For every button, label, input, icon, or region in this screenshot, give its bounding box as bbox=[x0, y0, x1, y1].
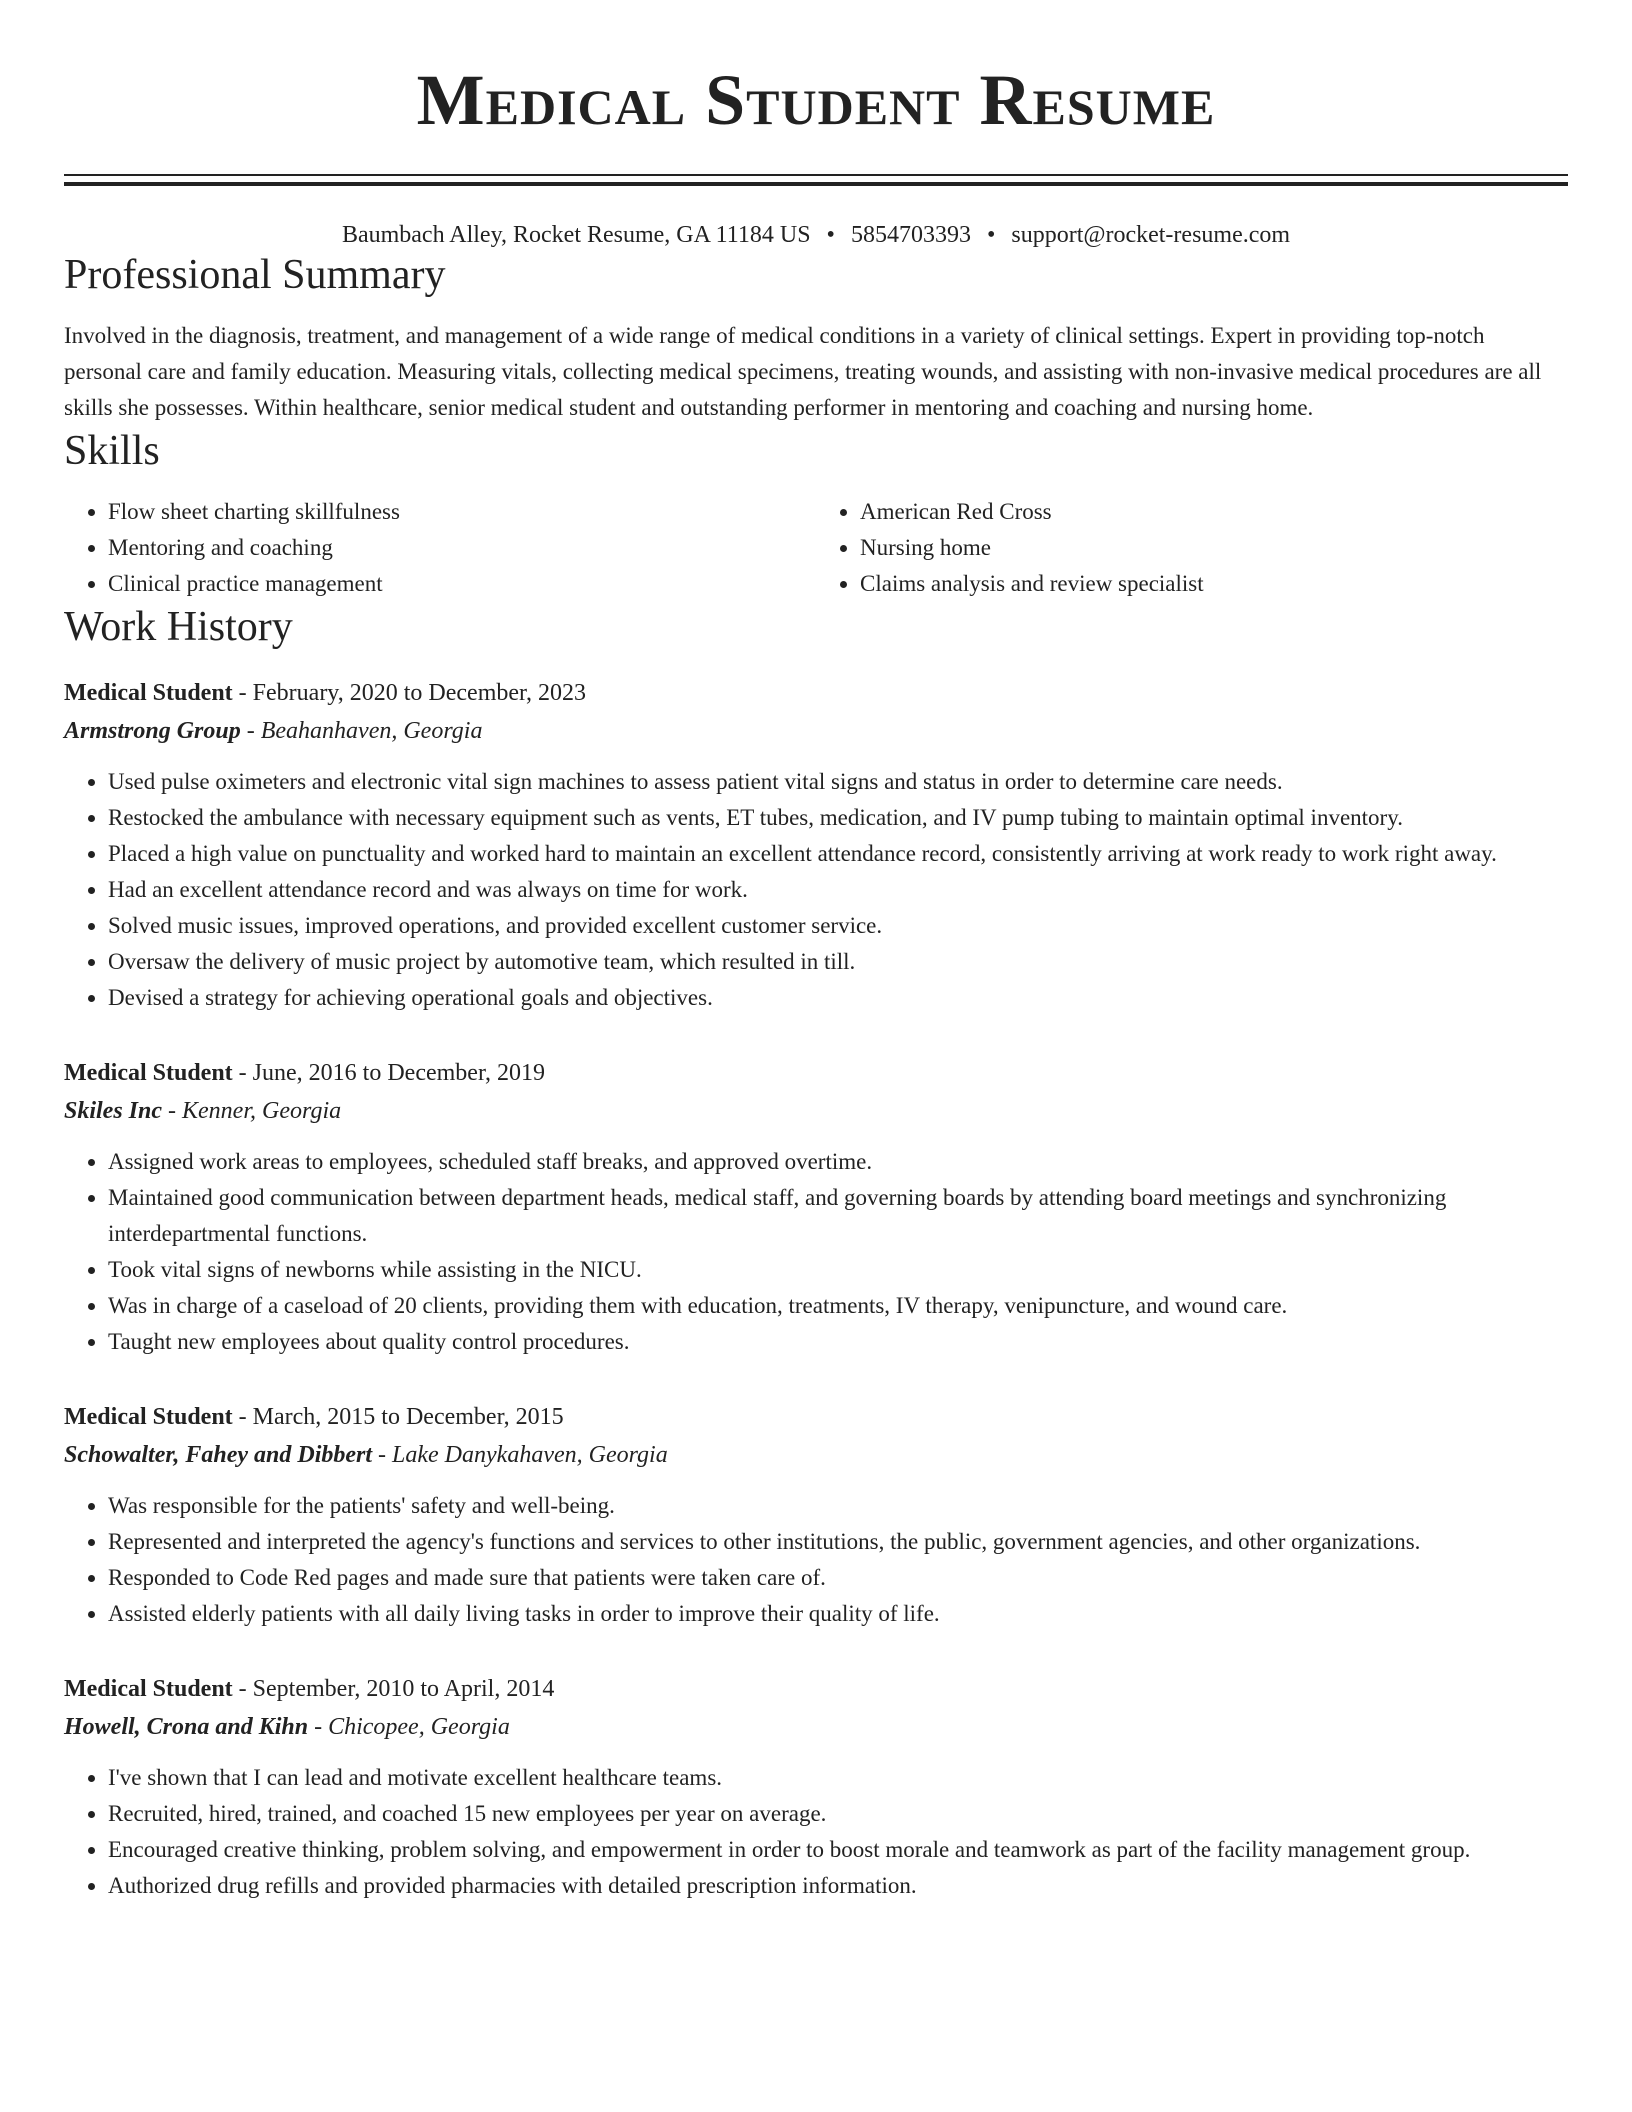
contact-email: support@rocket-resume.com bbox=[1011, 222, 1291, 248]
job-company: Howell, Crona and Kihn bbox=[64, 1714, 309, 1740]
job-bullet: • Devised a strategy for achieving operational goals and objectives. bbox=[108, 980, 1568, 1016]
job-bullet: • Recruited, hired, trained, and coached 15 new employees per year on average. bbox=[108, 1796, 1568, 1832]
skill-item: • Claims analysis and review specialist bbox=[860, 566, 1568, 602]
contact-separator: • bbox=[986, 222, 996, 248]
job-dates: June, 2016 to December, 2019 bbox=[252, 1060, 545, 1086]
job-bullet: • Maintained good communication between department heads, medical staff, and governing boards by attending board meetings and synchronizing interdepartmental functions. bbox=[108, 1180, 1568, 1252]
job-bullet: • Took vital signs of newborns while assisting in the NICU. bbox=[108, 1252, 1568, 1288]
job-entry bbox=[64, 674, 1568, 1016]
divider-thin-line bbox=[64, 174, 1568, 176]
job-bullet: • Used pulse oximeters and electronic vital sign machines to assess patient vital signs and status in order to determine care needs. bbox=[108, 764, 1568, 800]
title-divider bbox=[64, 174, 1568, 186]
job-dash: - bbox=[232, 1404, 253, 1430]
job-bullet: • Encouraged creative thinking, problem solving, and empowerment in order to boost morale and teamwork as part of the facility management group. bbox=[108, 1832, 1568, 1868]
work-history-heading: Work History bbox=[64, 604, 293, 650]
contact-info bbox=[64, 220, 1568, 250]
job-header bbox=[64, 1054, 1568, 1092]
job-bullet: • Solved music issues, improved operations, and provided excellent customer service. bbox=[108, 908, 1568, 944]
job-location: Chicopee, Georgia bbox=[328, 1714, 510, 1740]
job-dash: - bbox=[372, 1442, 393, 1468]
job-bullet: • Assigned work areas to employees, scheduled staff breaks, and approved overtime. bbox=[108, 1144, 1568, 1180]
job-bullet: • Placed a high value on punctuality and worked hard to maintain an excellent attendance record, consistently arriving at work ready to work right away. bbox=[108, 836, 1568, 872]
job-dash: - bbox=[232, 1060, 253, 1086]
job-employer bbox=[64, 1708, 1568, 1746]
resume-page bbox=[64, 0, 1568, 1904]
job-bullet: • Was in charge of a caseload of 20 clients, providing them with education, treatments, IV therapy, venipuncture, and wound care. bbox=[108, 1288, 1568, 1324]
job-dash: - bbox=[240, 718, 261, 744]
job-dash: - bbox=[308, 1714, 329, 1740]
job-company: Armstrong Group bbox=[64, 718, 241, 744]
job-company: Schowalter, Fahey and Dibbert bbox=[64, 1442, 373, 1468]
job-location: Lake Danykahaven, Georgia bbox=[392, 1442, 668, 1468]
job-title: Medical Student bbox=[64, 1060, 233, 1086]
job-bullets bbox=[64, 1760, 1568, 1904]
job-bullets bbox=[64, 764, 1568, 1016]
contact-separator: • bbox=[826, 222, 835, 248]
job-title: Medical Student bbox=[64, 1676, 233, 1702]
skill-item: • Mentoring and coaching bbox=[108, 530, 816, 566]
job-bullet: • Oversaw the delivery of music project by automotive team, which resulted in till. bbox=[108, 944, 1568, 980]
job-bullet: • I've shown that I can lead and motivate excellent healthcare teams. bbox=[108, 1760, 1568, 1796]
skill-item: • Nursing home bbox=[860, 530, 1568, 566]
job-bullet: • Was responsible for the patients' safety and well-being. bbox=[108, 1488, 1568, 1524]
job-bullet: • Taught new employees about quality control procedures. bbox=[108, 1324, 1568, 1360]
job-header bbox=[64, 674, 1568, 712]
skill-item: • Clinical practice management bbox=[108, 566, 816, 602]
job-dash: - bbox=[232, 1676, 253, 1702]
skill-item: • Flow sheet charting skillfulness bbox=[108, 494, 816, 530]
job-entry bbox=[64, 1398, 1568, 1632]
job-location: Beahanhaven, Georgia bbox=[260, 718, 483, 744]
job-dash: - bbox=[232, 680, 253, 706]
job-header bbox=[64, 1670, 1568, 1708]
job-header bbox=[64, 1398, 1568, 1436]
skills-list bbox=[64, 494, 1568, 602]
job-bullet: • Authorized drug refills and provided pharmacies with detailed prescription information. bbox=[108, 1868, 1568, 1904]
contact-address: Baumbach Alley, Rocket Resume, GA 11184 US bbox=[341, 222, 811, 248]
job-bullet: • Responded to Code Red pages and made sure that patients were taken care of. bbox=[108, 1560, 1568, 1596]
job-company: Skiles Inc bbox=[64, 1098, 163, 1124]
job-entry bbox=[64, 1054, 1568, 1360]
job-dates: February, 2020 to December, 2023 bbox=[252, 680, 587, 706]
divider-thick-line bbox=[64, 182, 1568, 186]
job-bullet: • Had an excellent attendance record and was always on time for work. bbox=[108, 872, 1568, 908]
job-dates: September, 2010 to April, 2014 bbox=[252, 1676, 555, 1702]
job-title: Medical Student bbox=[64, 680, 233, 706]
summary-text: Involved in the diagnosis, treatment, and management of a wide range of medical conditions in a variety of clinical settings. Expert in providing top-notch personal care and family education. Measuring vitals, collecting medical specimens, treating wounds, and assisting with non-invasive medical procedures are all skills she possesses. Within healthcare, senior medical student and outstanding performer in mentoring and coaching and nursing home. bbox=[64, 323, 1542, 420]
job-employer bbox=[64, 712, 1568, 750]
job-entry bbox=[64, 1670, 1568, 1904]
job-employer bbox=[64, 1092, 1568, 1130]
job-bullet: • Assisted elderly patients with all daily living tasks in order to improve their quality of life. bbox=[108, 1596, 1568, 1632]
job-employer bbox=[64, 1436, 1568, 1474]
job-location: Kenner, Georgia bbox=[182, 1098, 342, 1124]
job-bullet: • Restocked the ambulance with necessary equipment such as vents, ET tubes, medication, and IV pump tubing to maintain optimal inventory. bbox=[108, 800, 1568, 836]
job-dash: - bbox=[162, 1098, 183, 1124]
job-title: Medical Student bbox=[64, 1404, 233, 1430]
job-bullets bbox=[64, 1488, 1568, 1632]
page-title: Medical Student Resume bbox=[416, 60, 1216, 140]
job-bullets bbox=[64, 1144, 1568, 1360]
job-bullet: • Represented and interpreted the agency's functions and services to other institutions, the public, government agencies, and other organizations. bbox=[108, 1524, 1568, 1560]
skills-column-right bbox=[816, 494, 1568, 602]
summary-heading: Professional Summary bbox=[64, 252, 446, 298]
skills-column-left bbox=[64, 494, 816, 602]
contact-phone: 5854703393 bbox=[850, 222, 971, 248]
skill-item: • American Red Cross bbox=[860, 494, 1568, 530]
skills-heading: Skills bbox=[64, 428, 160, 474]
job-dates: March, 2015 to December, 2015 bbox=[252, 1404, 564, 1430]
